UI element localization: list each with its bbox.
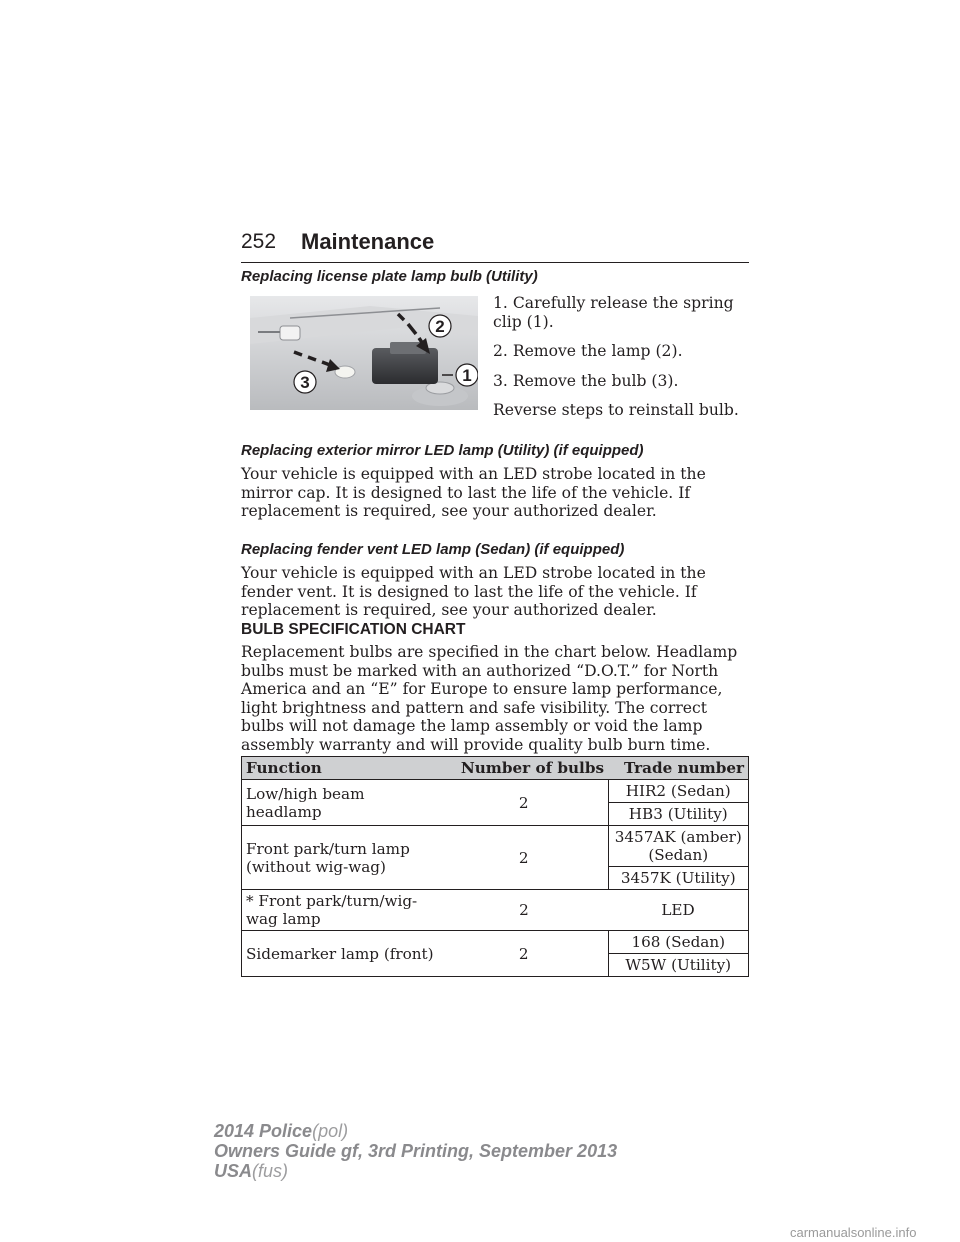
section-title: Maintenance — [301, 229, 435, 254]
row-trade: LED — [608, 890, 749, 931]
callout-1: 1 — [462, 366, 472, 385]
row-trade: 168 (Sedan) — [608, 931, 749, 954]
license-plate-lamp-illustration — [250, 296, 478, 410]
row-function: * Front park/turn/wig-wag lamp — [242, 890, 441, 931]
step-1: 1. Carefully release the spring clip (1). — [493, 294, 734, 331]
fender-heading: Replacing fender vent LED lamp (Sedan) (if equipped) — [241, 541, 625, 558]
bulb-chart-body: Replacement bulbs are specified in the chart below. Headlamp bulbs must be marked with an authorized “D.O.T.” for North America and an “E” for Europe to ensure lamp performance, light brightness and pattern and safe visibility. The correct bulbs will not damage the lamp assembly or void the lamp assembly warranty and will provide quality bulb burn time. — [241, 643, 738, 754]
mirror-heading: Replacing exterior mirror LED lamp (Utility) (if equipped) — [241, 442, 644, 459]
row-trade: HB3 (Utility) — [608, 803, 749, 826]
footer-model-code: (pol) — [312, 1121, 349, 1141]
fender-body: Your vehicle is equipped with an LED strobe located in the fender vent. It is designed to last the life of the vehicle. If replacement is required, see your authorized dealer. — [241, 564, 706, 620]
footer-market: USA — [214, 1161, 253, 1181]
bulb-chart-heading: BULB SPECIFICATION CHART — [241, 621, 466, 638]
page-header — [241, 228, 749, 263]
page-number: 252 — [241, 230, 277, 253]
mirror-body: Your vehicle is equipped with an LED strobe located in the mirror cap. It is designed to last the life of the vehicle. If replacement is required, see your authorized dealer. — [241, 465, 706, 521]
step-2: 2. Remove the lamp (2). — [493, 342, 683, 361]
footer-model: 2014 Police — [214, 1121, 313, 1141]
row-function: Low/high beam headlamp — [242, 780, 441, 826]
callout-2: 2 — [435, 317, 445, 336]
table-row — [242, 931, 749, 954]
row-trade: 3457AK (amber) (Sedan) — [608, 826, 749, 867]
footer-market-code: (fus) — [252, 1161, 289, 1181]
license-plate-steps — [493, 294, 753, 431]
row-function: Sidemarker lamp (front) — [242, 931, 441, 977]
callout-3: 3 — [300, 373, 310, 392]
col-number-of-bulbs: Number of bulbs — [440, 757, 608, 780]
license-plate-lamp-figure — [250, 296, 478, 410]
table-header-row — [242, 757, 749, 780]
step-reverse: Reverse steps to reinstall bulb. — [493, 401, 739, 420]
page-footer — [214, 1121, 617, 1181]
bulb-spec-table — [241, 756, 749, 977]
row-trade: W5W (Utility) — [608, 954, 749, 977]
col-function: Function — [242, 757, 441, 780]
row-bulbs: 2 — [440, 780, 608, 826]
license-plate-heading: Replacing license plate lamp bulb (Utility) — [241, 268, 538, 285]
col-trade-number: Trade number — [608, 757, 749, 780]
step-3: 3. Remove the bulb (3). — [493, 371, 679, 390]
table-row — [242, 826, 749, 867]
table-row — [242, 890, 749, 931]
row-trade: HIR2 (Sedan) — [608, 780, 749, 803]
row-trade: 3457K (Utility) — [608, 867, 749, 890]
row-bulbs: 2 — [440, 890, 608, 931]
watermark: carmanualsonline.info — [790, 1225, 917, 1240]
table-row — [242, 780, 749, 803]
row-bulbs: 2 — [440, 826, 608, 890]
row-bulbs: 2 — [440, 931, 608, 977]
footer-guide: Owners Guide gf, 3rd Printing, September 2013 — [214, 1141, 618, 1161]
row-function: Front park/turn lamp (without wig-wag) — [242, 826, 441, 890]
